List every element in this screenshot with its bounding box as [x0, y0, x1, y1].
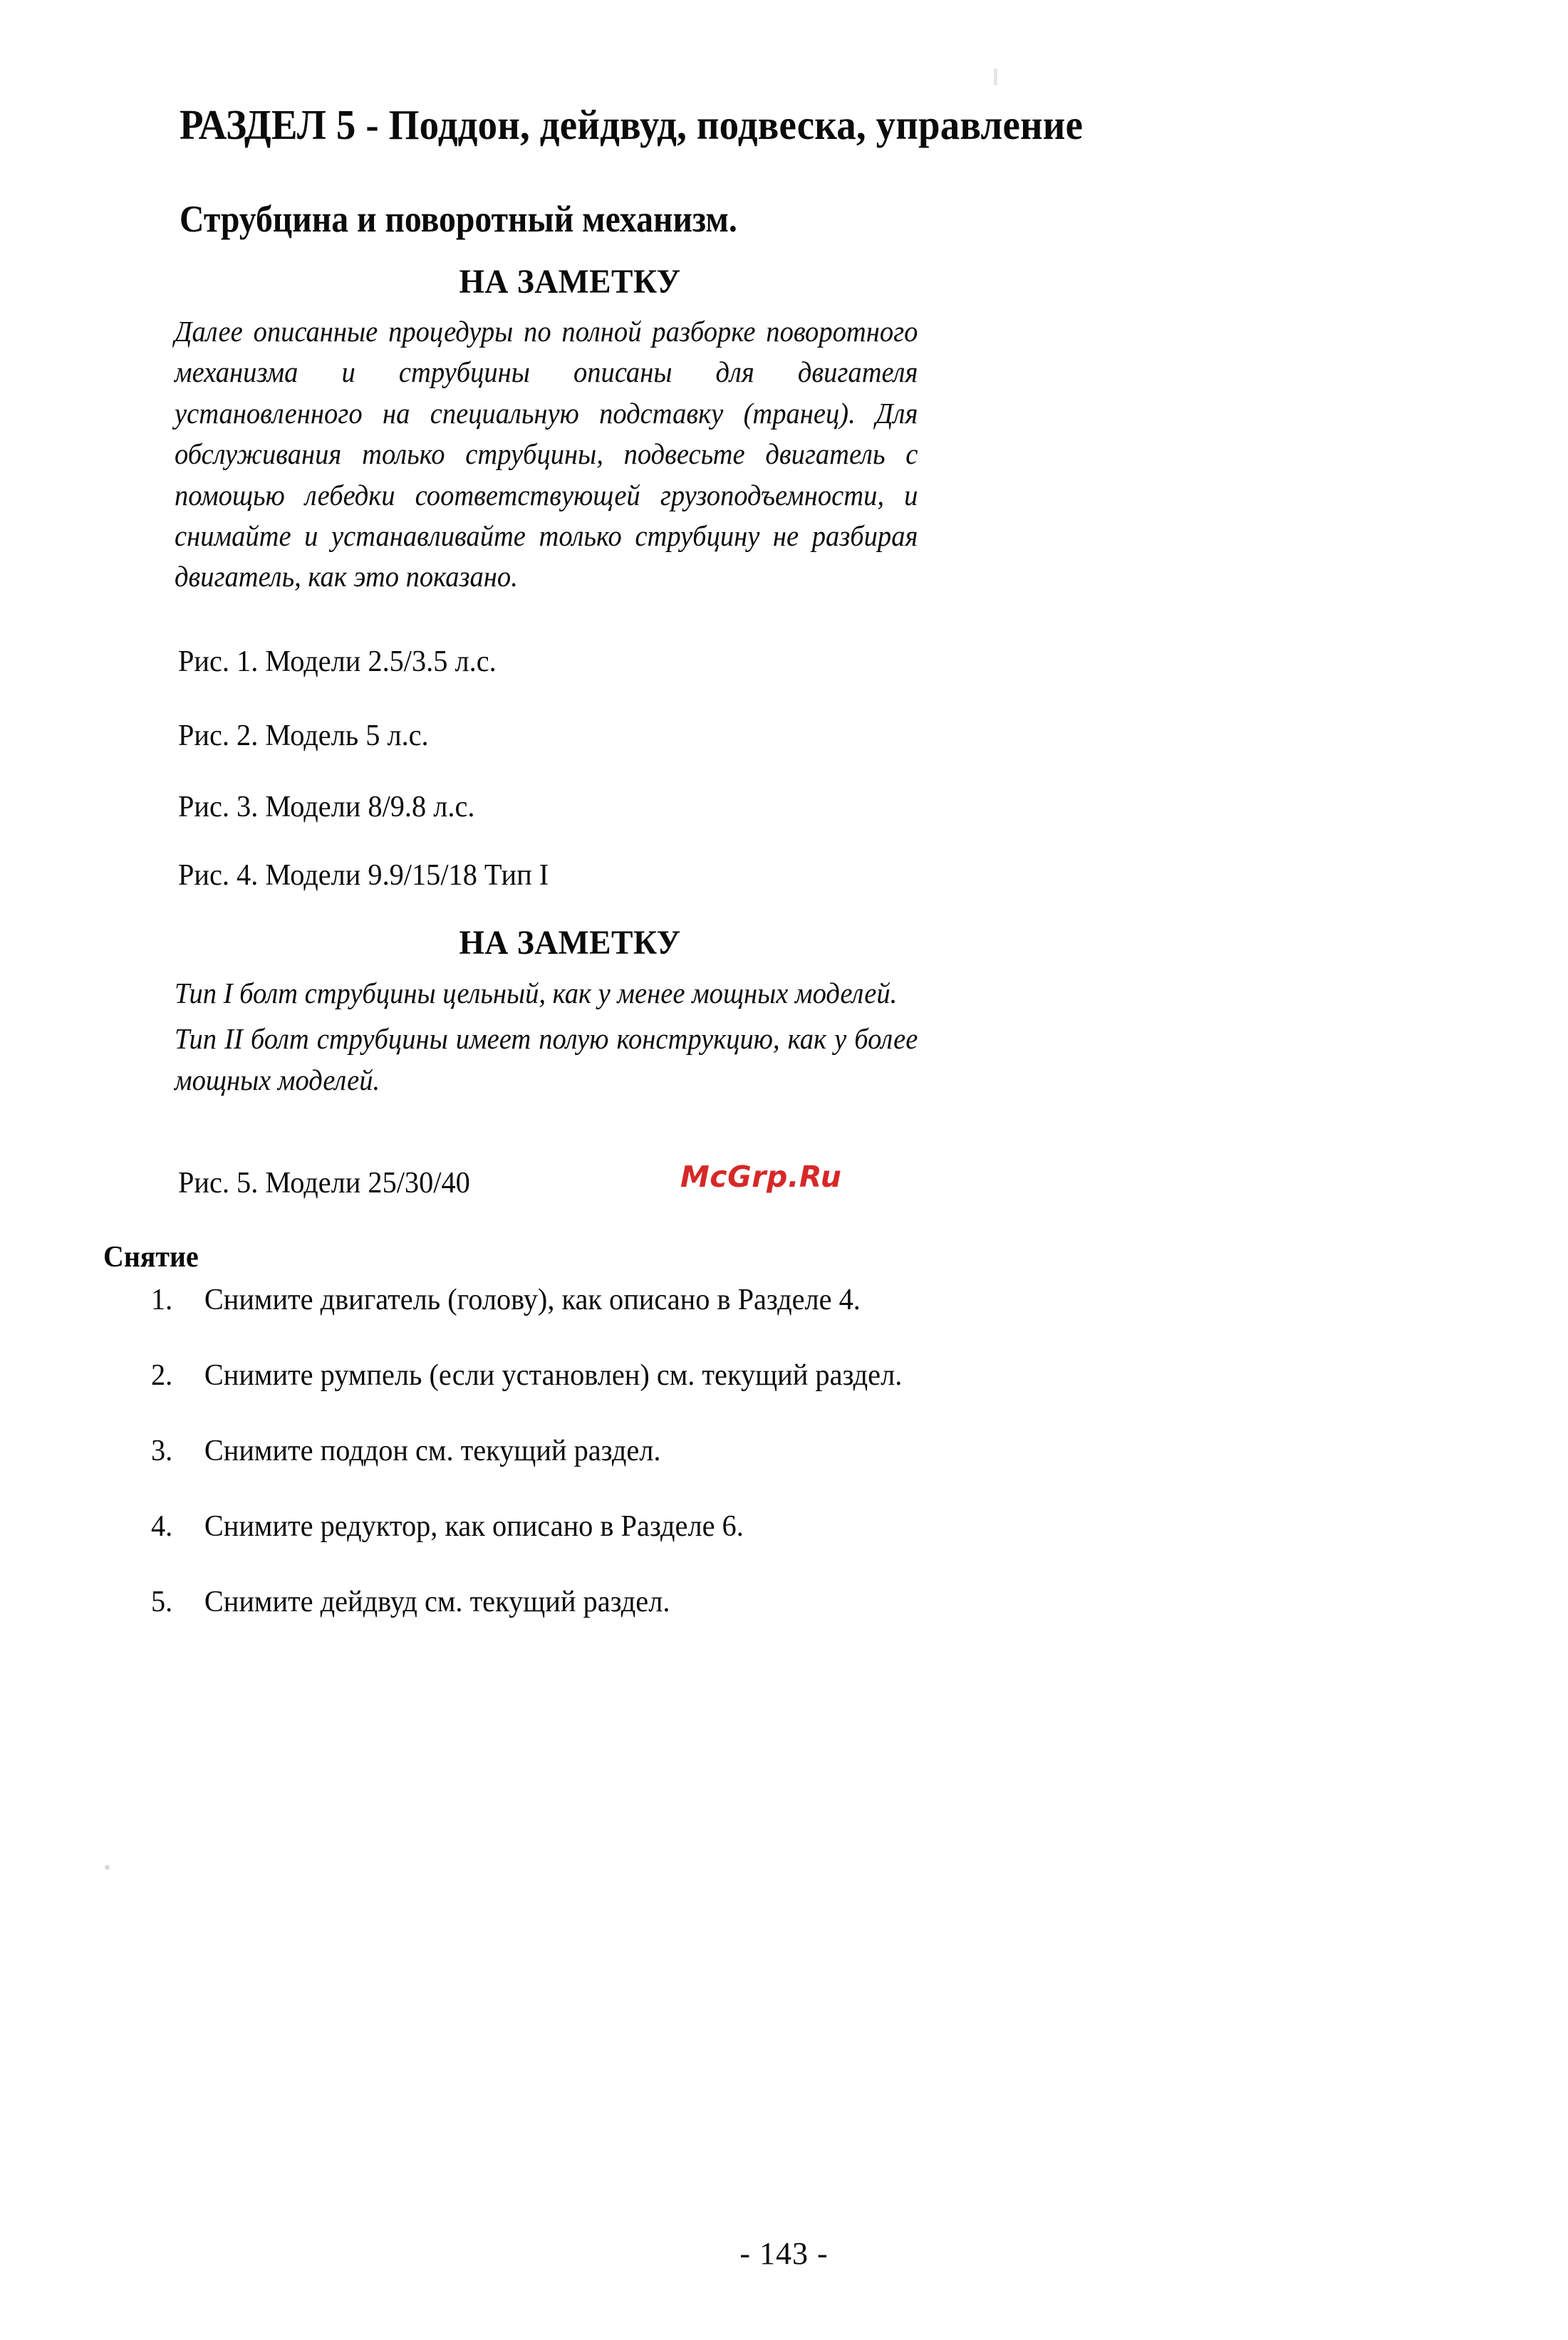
page-title: РАЗДЕЛ 5 - Поддон, дейдвуд, подвеска, управление — [180, 100, 1084, 148]
list-item — [151, 1281, 924, 1321]
scan-artifact-speck — [994, 68, 997, 85]
list-item-text: Снимите румпель (если установлен) см. текущий раздел. — [204, 1359, 903, 1392]
list-item-text: Снимите поддон см. текущий раздел. — [204, 1435, 661, 1467]
scan-artifact-speck — [105, 1865, 110, 1870]
list-item — [151, 1356, 924, 1396]
figure-caption-4: Рис. 4. Модели 9.9/15/18 Тип I — [178, 859, 549, 892]
list-item-text: Снимите редуктор, как описано в Разделе 6. — [204, 1510, 744, 1543]
list-item — [151, 1432, 924, 1472]
removal-steps-list — [151, 1281, 956, 1623]
note-block-2 — [175, 923, 965, 1101]
note-paragraph: Далее описанные процедуры по полной разборке поворотного механизма и струбцины описаны для двигателя установленного на специальную подставку (транец). Для обслуживания только струбцины, подвесьте двигатель с помощью лебедки соответствующей грузоподъемности, и снимайте и устанавливайте только струбцину не разбирая двигатель, как это показано. — [175, 315, 918, 593]
page-number: - 143 - — [739, 2236, 829, 2271]
figure-caption-2: Рис. 2. Модель 5 л.с. — [178, 719, 429, 752]
figure-caption-5: Рис. 5. Модели 25/30/40 — [178, 1167, 470, 1200]
list-item-text: Снимите двигатель (голову), как описано в Разделе 4. — [204, 1284, 861, 1316]
list-item-number: 1. — [151, 1284, 173, 1316]
list-item — [151, 1583, 924, 1623]
list-item-number: 3. — [151, 1435, 173, 1467]
page-subtitle: Струбцина и поворотный механизм. — [180, 198, 737, 240]
note-paragraph: Тип I болт струбцины цельный, как у менее мощных моделей. — [175, 977, 898, 1009]
note-block-1 — [175, 262, 965, 598]
note-paragraph: Тип II болт струбцины имеет полую конструкцию, как у более мощных моделей. — [175, 1022, 918, 1097]
list-item-text: Снимите дейдвуд см. текущий раздел. — [204, 1586, 670, 1618]
list-item-number: 5. — [151, 1586, 173, 1618]
note-heading: НА ЗАМЕТКУ — [459, 924, 681, 962]
list-item-number: 2. — [151, 1359, 173, 1392]
watermark-mcgrp: McGrp.Ru — [680, 1160, 842, 1194]
note-heading: НА ЗАМЕТКУ — [459, 263, 681, 301]
section-heading-removal: Снятие — [103, 1241, 199, 1274]
figure-caption-3: Рис. 3. Модели 8/9.8 л.с. — [178, 791, 475, 823]
list-item-number: 4. — [151, 1510, 173, 1543]
list-item — [151, 1507, 924, 1547]
figure-caption-1: Рис. 1. Модели 2.5/3.5 л.с. — [178, 645, 497, 678]
